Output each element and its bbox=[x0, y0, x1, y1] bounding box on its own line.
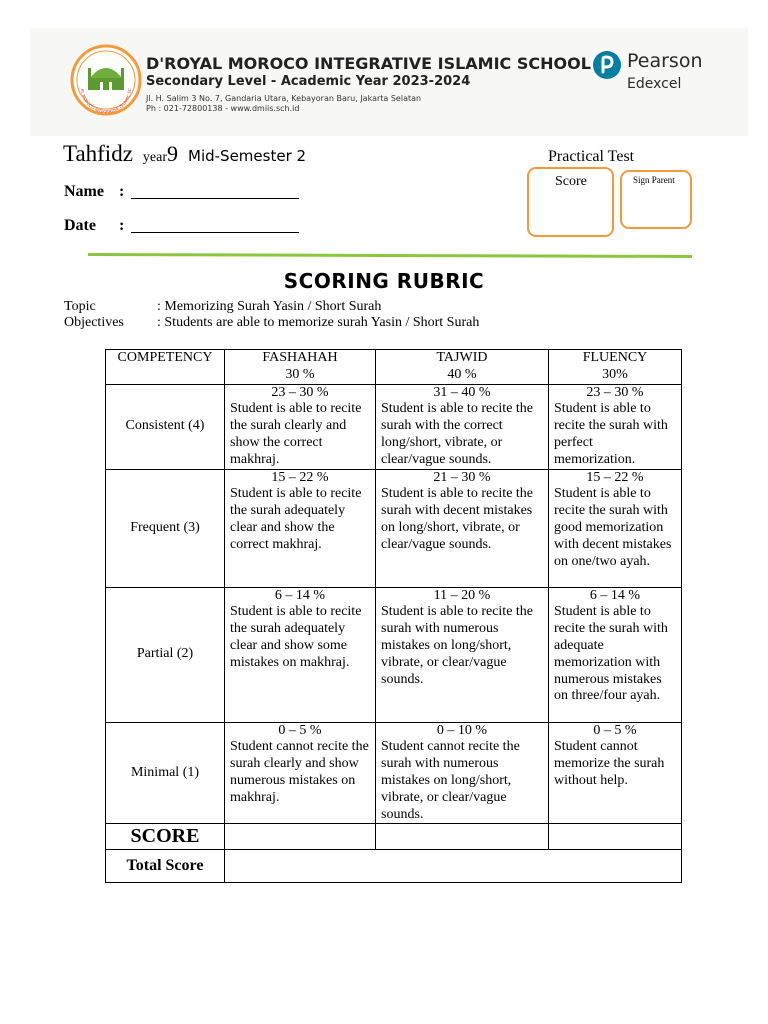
score-box-label: Score bbox=[555, 174, 587, 189]
school-name: D'ROYAL MOROCO INTEGRATIVE ISLAMIC SCHOOL bbox=[146, 54, 591, 73]
criteria-text: Student cannot recite the surah with numerous mistakes on long/short, vibrate, or clear/vague sounds. bbox=[381, 739, 520, 822]
objectives-value: : Students are able to memorize surah Yasin / Short Surah bbox=[157, 315, 480, 330]
score-range: 23 – 30 % bbox=[271, 384, 329, 400]
criteria-text: Student is able to recite the surah with decent mistakes on long/short, vibrate, or clear/vague sounds. bbox=[381, 486, 534, 552]
score-range: 0 – 10 % bbox=[436, 722, 488, 738]
score-range: 15 – 22 % bbox=[586, 469, 644, 485]
practical-test-label: Practical Test bbox=[548, 148, 635, 165]
table-row bbox=[106, 469, 682, 587]
date-label: Date bbox=[64, 217, 96, 234]
score-range: 15 – 22 % bbox=[271, 469, 329, 485]
score-range: 21 – 30 % bbox=[433, 469, 491, 485]
date-colon: : bbox=[119, 217, 125, 234]
level-cell: Minimal (1) bbox=[106, 722, 225, 824]
column-name: TAJWID bbox=[436, 350, 488, 365]
criteria-text: Student is able to recite the surah with the correct long/short, vibrate, or clear/vague sounds. bbox=[381, 401, 534, 467]
rubric-cell bbox=[549, 587, 682, 722]
date-field bbox=[64, 217, 299, 235]
rubric-header-row bbox=[106, 350, 682, 385]
column-name: COMPETENCY bbox=[117, 350, 213, 365]
tajwid-score-cell[interactable] bbox=[376, 824, 549, 850]
level-cell: Partial (2) bbox=[106, 587, 225, 722]
rubric-cell bbox=[225, 469, 376, 587]
subject-name: Tahfidz bbox=[63, 141, 133, 166]
criteria-text: Student is able to recite the surah adequately clear and show some mistakes on makhraj. bbox=[230, 604, 362, 670]
column-weight: 40 % bbox=[447, 366, 477, 382]
name-label: Name bbox=[64, 183, 104, 200]
score-box[interactable] bbox=[527, 167, 614, 237]
score-row-label: SCORE bbox=[106, 824, 225, 850]
name-colon: : bbox=[119, 183, 125, 200]
score-range: 6 – 14 % bbox=[274, 587, 326, 603]
rubric-cell bbox=[549, 722, 682, 824]
objectives-row bbox=[64, 315, 479, 331]
name-field bbox=[64, 183, 299, 201]
fluency-score-cell[interactable] bbox=[549, 824, 682, 850]
criteria-text: Student is able to recite the surah with good memorization with decent mistakes on one/two ayah. bbox=[554, 486, 672, 569]
criteria-text: Student cannot recite the surah clearly and show numerous mistakes on makhraj. bbox=[230, 739, 369, 805]
rubric-cell bbox=[549, 384, 682, 469]
table-row bbox=[106, 722, 682, 824]
test-heading bbox=[63, 141, 306, 167]
criteria-text: Student is able to recite the surah adequately clear and show the correct makhraj. bbox=[230, 486, 362, 552]
criteria-text: Student is able to recite the surah with numerous mistakes on long/short, vibrate, or clear/vague sounds. bbox=[381, 604, 534, 687]
column-name: FASHAHAH bbox=[262, 350, 338, 365]
school-logo-icon bbox=[70, 44, 142, 116]
column-header bbox=[376, 350, 549, 385]
score-range: 31 – 40 % bbox=[433, 384, 491, 400]
total-score-cell[interactable] bbox=[225, 850, 682, 883]
topic-label: Topic bbox=[64, 299, 96, 314]
year-label: year bbox=[142, 150, 168, 165]
divider-line bbox=[88, 251, 692, 259]
score-range: 23 – 30 % bbox=[586, 384, 644, 400]
criteria-text: Student cannot memorize the surah without help. bbox=[554, 739, 665, 788]
sign-parent-box[interactable] bbox=[620, 170, 692, 229]
rubric-cell bbox=[225, 587, 376, 722]
criteria-text: Student is able to recite the surah with perfect memorization. bbox=[554, 401, 668, 467]
total-score-label: Total Score bbox=[106, 850, 225, 883]
rubric-cell bbox=[549, 469, 682, 587]
name-blank-line[interactable] bbox=[131, 198, 299, 199]
sign-parent-label: Sign Parent bbox=[633, 175, 675, 185]
score-row bbox=[106, 824, 682, 850]
score-range: 0 – 5 % bbox=[593, 722, 637, 738]
fashahah-score-cell[interactable] bbox=[225, 824, 376, 850]
date-blank-line[interactable] bbox=[131, 232, 299, 233]
table-row bbox=[106, 587, 682, 722]
year-number: 9 bbox=[167, 141, 179, 166]
rubric-cell bbox=[225, 384, 376, 469]
rubric-cell bbox=[376, 469, 549, 587]
total-score-row bbox=[106, 850, 682, 883]
partner-name: Pearson bbox=[627, 50, 703, 72]
level-cell: Consistent (4) bbox=[106, 384, 225, 469]
criteria-text: Student is able to recite the surah with adequate memorization with numerous mistakes on three/four ayah. bbox=[554, 604, 668, 704]
level-cell: Frequent (3) bbox=[106, 469, 225, 587]
school-contact: Ph : 021-72800138 - www.dmiis.sch.id bbox=[146, 104, 300, 113]
pearson-logo-icon bbox=[593, 51, 621, 79]
school-address: Jl. H. Salim 3 No. 7, Gandaria Utara, Kebayoran Baru, Jakarta Selatan bbox=[146, 94, 422, 103]
partner-subname: Edexcel bbox=[627, 76, 682, 92]
score-range: 6 – 14 % bbox=[589, 587, 641, 603]
rubric-cell bbox=[376, 587, 549, 722]
column-header bbox=[225, 350, 376, 385]
rubric-cell bbox=[225, 722, 376, 824]
rubric-title: SCORING RUBRIC bbox=[283, 269, 485, 293]
topic-row bbox=[64, 299, 381, 315]
table-row bbox=[106, 384, 682, 469]
criteria-text: Student is able to recite the surah clearly and show the correct makhraj. bbox=[230, 401, 362, 467]
semester-label: Mid-Semester 2 bbox=[188, 147, 307, 165]
academic-level: Secondary Level - Academic Year 2023-2024 bbox=[146, 74, 471, 89]
column-header bbox=[549, 350, 682, 385]
column-weight: 30 % bbox=[285, 366, 315, 382]
rubric-cell bbox=[376, 384, 549, 469]
score-range: 11 – 20 % bbox=[433, 587, 491, 603]
svg-text:D'ROYAL MOROCO INTEGRATIVE ISL: AL MOROCO INTEGRATIVE ISLAMIC SC bbox=[79, 88, 133, 115]
topic-value: : Memorizing Surah Yasin / Short Surah bbox=[157, 299, 382, 314]
rubric-cell bbox=[376, 722, 549, 824]
column-name: FLUENCY bbox=[582, 350, 648, 365]
rubric-table bbox=[105, 349, 682, 883]
objectives-label: Objectives bbox=[64, 315, 124, 330]
column-header bbox=[106, 350, 225, 385]
column-weight: 30% bbox=[602, 366, 628, 382]
score-range: 0 – 5 % bbox=[278, 722, 322, 738]
